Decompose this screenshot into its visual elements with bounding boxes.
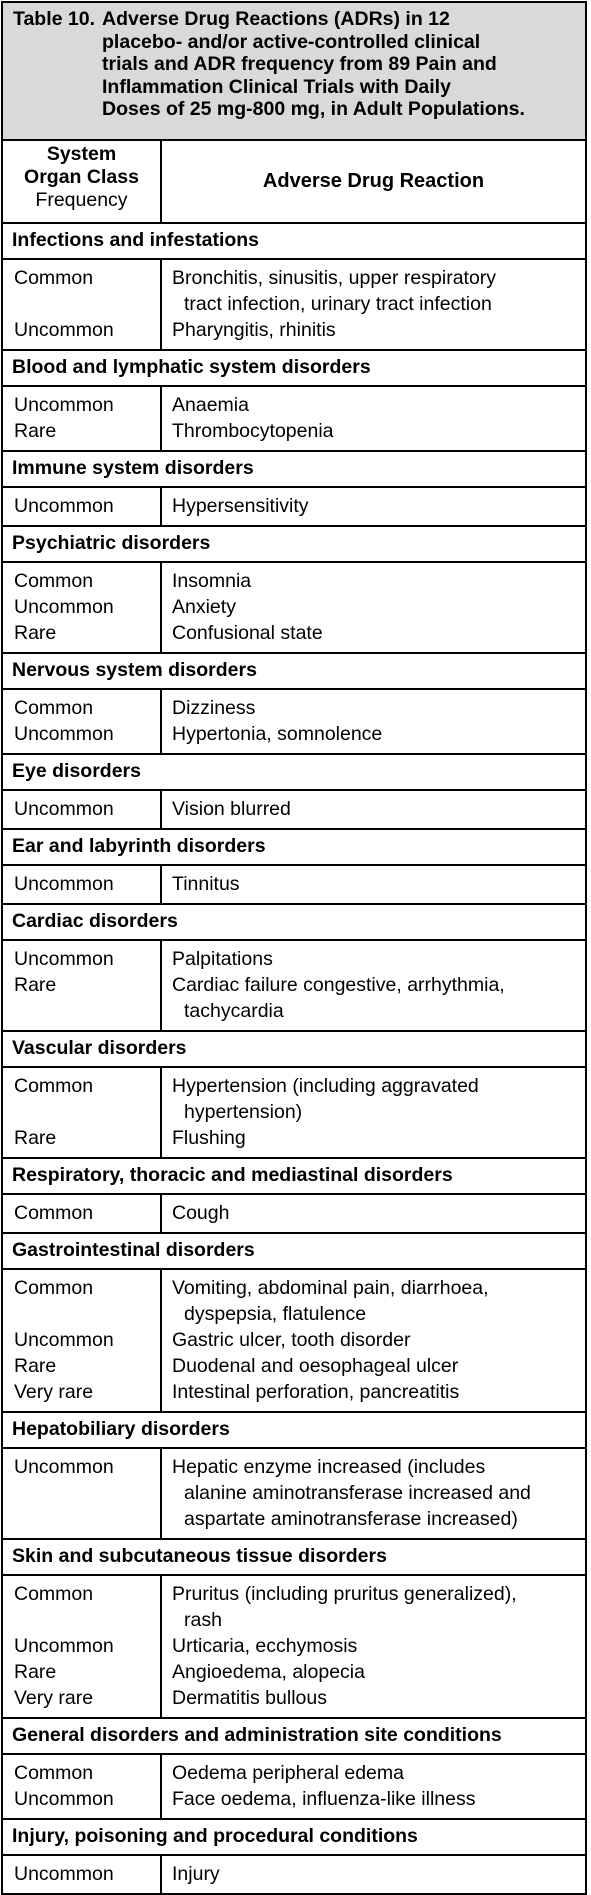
header-system: System bbox=[46, 143, 117, 165]
adverse-reaction-text: rash bbox=[184, 1609, 222, 1631]
frequency-label: Very rare bbox=[14, 1687, 94, 1709]
adverse-reaction-cell bbox=[161, 1754, 585, 1819]
adverse-reaction-text: Thrombocytopenia bbox=[172, 420, 334, 442]
adverse-reaction-text: Bronchitis, sinusitis, upper respiratory bbox=[172, 267, 497, 289]
system-organ-class-row bbox=[3, 1819, 585, 1855]
frequency-cell bbox=[3, 1855, 161, 1893]
frequency-label: Common bbox=[14, 1583, 94, 1605]
frequency-label: Uncommon bbox=[14, 1456, 114, 1478]
adverse-reaction-text: Anxiety bbox=[172, 596, 236, 618]
reaction-group-row bbox=[3, 386, 585, 451]
reaction-group-row bbox=[3, 790, 585, 829]
frequency-label bbox=[14, 998, 160, 1024]
frequency-label: Uncommon bbox=[14, 319, 114, 341]
column-header-adverse-drug-reaction: Adverse Drug Reaction bbox=[161, 141, 585, 223]
adverse-reaction-text: Gastric ulcer, tooth disorder bbox=[172, 1329, 411, 1351]
system-organ-class-heading: Nervous system disorders bbox=[3, 653, 585, 689]
frequency-label: Rare bbox=[14, 1355, 57, 1377]
frequency-label: Rare bbox=[14, 1661, 57, 1683]
system-organ-class-row bbox=[3, 829, 585, 865]
frequency-label: Uncommon bbox=[14, 873, 114, 895]
system-organ-class-row bbox=[3, 653, 585, 689]
adverse-reaction-cell bbox=[161, 689, 585, 754]
adverse-reaction-cell bbox=[161, 259, 585, 350]
column-header-system-organ-class bbox=[3, 141, 161, 223]
system-organ-class-heading: Infections and infestations bbox=[3, 223, 585, 259]
frequency-cell bbox=[3, 1067, 161, 1158]
system-organ-class-row bbox=[3, 1031, 585, 1067]
adverse-reaction-cell bbox=[161, 386, 585, 451]
adverse-reaction-cell bbox=[161, 790, 585, 829]
system-organ-class-row bbox=[3, 526, 585, 562]
frequency-label: Common bbox=[14, 697, 94, 719]
frequency-cell bbox=[3, 1754, 161, 1819]
frequency-label bbox=[14, 291, 160, 317]
table-caption bbox=[3, 3, 585, 141]
system-organ-class-row bbox=[3, 754, 585, 790]
adverse-reaction-text: Urticaria, ecchymosis bbox=[172, 1635, 358, 1657]
adverse-reaction-text: Dermatitis bullous bbox=[172, 1687, 327, 1709]
frequency-label: Rare bbox=[14, 420, 57, 442]
table-header-row bbox=[3, 141, 585, 223]
frequency-label: Very rare bbox=[14, 1381, 94, 1403]
adverse-reaction-text: Intestinal perforation, pancreatitis bbox=[172, 1381, 460, 1403]
frequency-label: Uncommon bbox=[14, 596, 114, 618]
reaction-group-row bbox=[3, 1855, 585, 1893]
adverse-reaction-text: Hypersensitivity bbox=[172, 495, 309, 517]
system-organ-class-heading: Cardiac disorders bbox=[3, 904, 585, 940]
header-organ-class: Organ Class bbox=[24, 166, 139, 188]
system-organ-class-row bbox=[3, 223, 585, 259]
adverse-reaction-text: aspartate aminotransferase increased) bbox=[184, 1508, 518, 1530]
frequency-label: Common bbox=[14, 1202, 94, 1224]
table-title-line: placebo- and/or active-controlled clinical bbox=[102, 30, 481, 53]
adverse-reaction-text: Palpitations bbox=[172, 948, 273, 970]
system-organ-class-heading: Skin and subcutaneous tissue disorders bbox=[3, 1539, 585, 1575]
reaction-group-row bbox=[3, 487, 585, 526]
frequency-label: Rare bbox=[14, 1127, 57, 1149]
system-organ-class-row bbox=[3, 1158, 585, 1194]
reaction-group-row bbox=[3, 1754, 585, 1819]
adverse-reaction-text: Insomnia bbox=[172, 570, 252, 592]
reaction-group-row bbox=[3, 1448, 585, 1539]
reaction-group-row bbox=[3, 1269, 585, 1412]
frequency-label: Common bbox=[14, 1277, 94, 1299]
system-organ-class-heading: Ear and labyrinth disorders bbox=[3, 829, 585, 865]
adverse-reaction-text: hypertension) bbox=[184, 1101, 303, 1123]
adverse-reaction-text: Flushing bbox=[172, 1127, 246, 1149]
adr-table-document bbox=[1, 1, 587, 1895]
system-organ-class-row bbox=[3, 1539, 585, 1575]
adverse-reaction-cell bbox=[161, 562, 585, 653]
adverse-reaction-text: alanine aminotransferase increased and bbox=[184, 1482, 531, 1504]
reaction-group-row bbox=[3, 1575, 585, 1718]
adverse-reaction-text: Anaemia bbox=[172, 394, 249, 416]
system-organ-class-row bbox=[3, 1233, 585, 1269]
frequency-label: Rare bbox=[14, 622, 57, 644]
adverse-reaction-text: Hypertension (including aggravated bbox=[172, 1075, 479, 1097]
reaction-group-row bbox=[3, 1067, 585, 1158]
adverse-reaction-cell bbox=[161, 1575, 585, 1718]
adverse-reaction-text: tract infection, urinary tract infection bbox=[184, 293, 492, 315]
adverse-reaction-cell bbox=[161, 1448, 585, 1539]
frequency-label: Rare bbox=[14, 974, 57, 996]
frequency-cell bbox=[3, 1448, 161, 1539]
frequency-label: Uncommon bbox=[14, 394, 114, 416]
system-organ-class-heading: Psychiatric disorders bbox=[3, 526, 585, 562]
adverse-reaction-text: Hepatic enzyme increased (includes bbox=[172, 1456, 486, 1478]
adverse-reaction-text: Tinnitus bbox=[172, 873, 240, 895]
adverse-reaction-text: Cough bbox=[172, 1202, 230, 1224]
frequency-cell bbox=[3, 386, 161, 451]
adr-table bbox=[3, 141, 585, 1893]
reaction-group-row bbox=[3, 1194, 585, 1233]
frequency-label bbox=[14, 1506, 160, 1532]
reaction-group-row bbox=[3, 259, 585, 350]
adverse-reaction-text: Angioedema, alopecia bbox=[172, 1661, 365, 1683]
frequency-label: Uncommon bbox=[14, 723, 114, 745]
frequency-cell bbox=[3, 790, 161, 829]
header-frequency: Frequency bbox=[35, 189, 128, 211]
adverse-reaction-text: Vision blurred bbox=[172, 798, 291, 820]
frequency-cell bbox=[3, 865, 161, 904]
system-organ-class-heading: Vascular disorders bbox=[3, 1031, 585, 1067]
system-organ-class-heading: Injury, poisoning and procedural conditions bbox=[3, 1819, 585, 1855]
system-organ-class-heading: Blood and lymphatic system disorders bbox=[3, 350, 585, 386]
table-number: Table 10. bbox=[13, 8, 96, 30]
frequency-label: Uncommon bbox=[14, 495, 114, 517]
reaction-group-row bbox=[3, 562, 585, 653]
adverse-reaction-text: Injury bbox=[172, 1863, 220, 1885]
system-organ-class-heading: Respiratory, thoracic and mediastinal disorders bbox=[3, 1158, 585, 1194]
frequency-label: Common bbox=[14, 1075, 94, 1097]
frequency-label: Uncommon bbox=[14, 798, 114, 820]
frequency-label: Uncommon bbox=[14, 1863, 114, 1885]
adverse-reaction-text: Pharyngitis, rhinitis bbox=[172, 319, 336, 341]
frequency-label: Common bbox=[14, 267, 94, 289]
adverse-reaction-text: Cardiac failure congestive, arrhythmia, bbox=[172, 974, 505, 996]
system-organ-class-row bbox=[3, 1718, 585, 1754]
adverse-reaction-text: Dizziness bbox=[172, 697, 256, 719]
frequency-label bbox=[14, 1301, 160, 1327]
adverse-reaction-text: Vomiting, abdominal pain, diarrhoea, bbox=[172, 1277, 489, 1299]
adverse-reaction-text: Confusional state bbox=[172, 622, 323, 644]
frequency-cell bbox=[3, 1575, 161, 1718]
frequency-label: Common bbox=[14, 570, 94, 592]
adverse-reaction-text: Duodenal and oesophageal ulcer bbox=[172, 1355, 459, 1377]
system-organ-class-heading: Hepatobiliary disorders bbox=[3, 1412, 585, 1448]
adverse-reaction-text: tachycardia bbox=[184, 1000, 284, 1022]
table-title-line: Adverse Drug Reactions (ADRs) in 12 bbox=[102, 8, 450, 30]
table-title-line: Doses of 25 mg-800 mg, in Adult Populations. bbox=[102, 98, 525, 120]
frequency-label: Uncommon bbox=[14, 1635, 114, 1657]
frequency-cell bbox=[3, 562, 161, 653]
system-organ-class-row bbox=[3, 1412, 585, 1448]
adverse-reaction-cell bbox=[161, 865, 585, 904]
system-organ-class-row bbox=[3, 350, 585, 386]
frequency-label bbox=[14, 1099, 160, 1125]
adverse-reaction-text: Face oedema, influenza-like illness bbox=[172, 1788, 476, 1810]
frequency-label: Uncommon bbox=[14, 948, 114, 970]
adverse-reaction-cell bbox=[161, 1194, 585, 1233]
table-title bbox=[102, 8, 577, 134]
frequency-label: Common bbox=[14, 1762, 94, 1784]
reaction-group-row bbox=[3, 940, 585, 1031]
adverse-reaction-cell bbox=[161, 1067, 585, 1158]
adverse-reaction-text: Hypertonia, somnolence bbox=[172, 723, 383, 745]
reaction-group-row bbox=[3, 689, 585, 754]
frequency-label bbox=[14, 1607, 160, 1633]
reaction-group-row bbox=[3, 865, 585, 904]
frequency-cell bbox=[3, 1194, 161, 1233]
system-organ-class-heading: General disorders and administration site conditions bbox=[3, 1718, 585, 1754]
frequency-cell bbox=[3, 689, 161, 754]
system-organ-class-row bbox=[3, 904, 585, 940]
system-organ-class-heading: Immune system disorders bbox=[3, 451, 585, 487]
frequency-label: Uncommon bbox=[14, 1788, 114, 1810]
system-organ-class-heading: Eye disorders bbox=[3, 754, 585, 790]
adverse-reaction-text: Oedema peripheral edema bbox=[172, 1762, 404, 1784]
table-title-line: Inflammation Clinical Trials with Daily bbox=[102, 75, 451, 98]
adverse-reaction-cell bbox=[161, 1269, 585, 1412]
adverse-reaction-cell bbox=[161, 1855, 585, 1893]
frequency-label: Uncommon bbox=[14, 1329, 114, 1351]
system-organ-class-heading: Gastrointestinal disorders bbox=[3, 1233, 585, 1269]
adverse-reaction-cell bbox=[161, 487, 585, 526]
frequency-cell bbox=[3, 487, 161, 526]
frequency-cell bbox=[3, 259, 161, 350]
system-organ-class-row bbox=[3, 451, 585, 487]
table-title-line: trials and ADR frequency from 89 Pain and bbox=[102, 53, 497, 75]
frequency-label bbox=[14, 1480, 160, 1506]
frequency-cell bbox=[3, 1269, 161, 1412]
frequency-cell bbox=[3, 940, 161, 1031]
adverse-reaction-text: dyspepsia, flatulence bbox=[184, 1303, 367, 1325]
adverse-reaction-text: Pruritus (including pruritus generalized), bbox=[172, 1583, 517, 1605]
adverse-reaction-cell bbox=[161, 940, 585, 1031]
